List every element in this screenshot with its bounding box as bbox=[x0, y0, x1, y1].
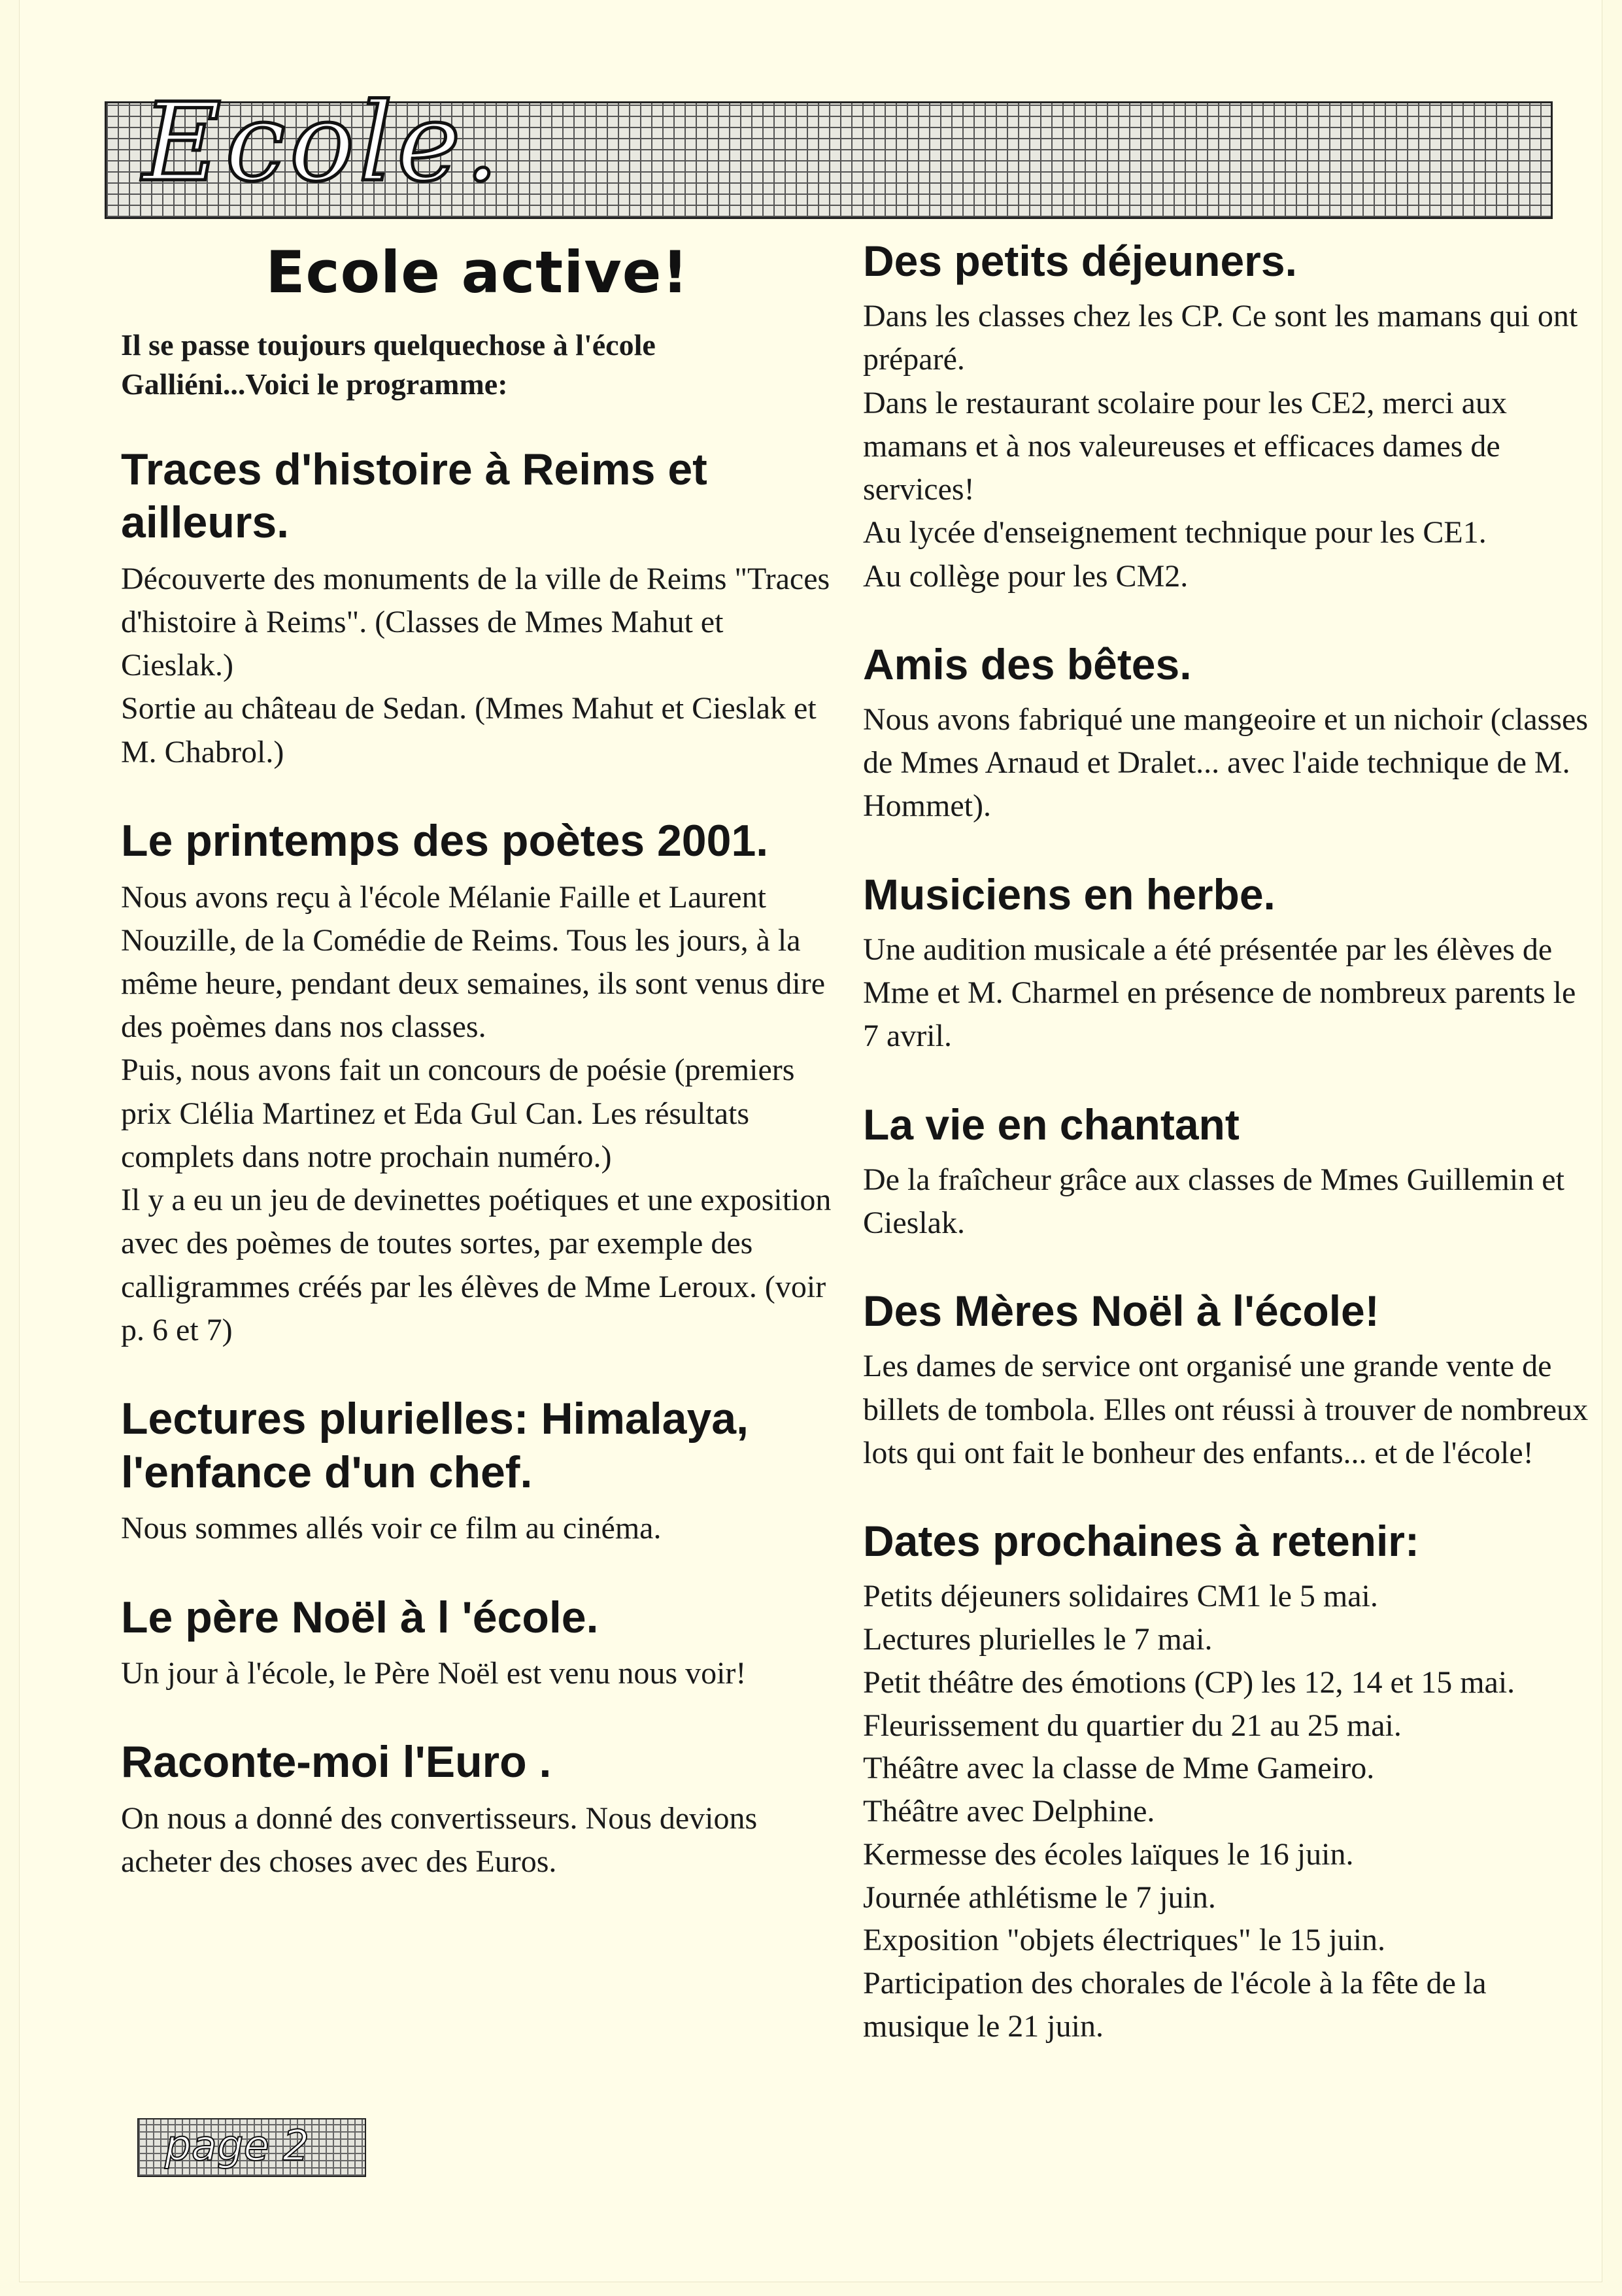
article-paragraph: De la fraîcheur grâce aux classes de Mmes Guillemin et Cieslak. bbox=[863, 1162, 1564, 1241]
page-number-label: page 2 bbox=[165, 2122, 309, 2170]
article-petits-dejeuners bbox=[863, 235, 1589, 598]
main-title: Ecole active! bbox=[265, 239, 689, 306]
article-heading: Des petits déjeuners. bbox=[863, 237, 1297, 285]
article-heading: Le père Noël à l 'école. bbox=[121, 1592, 599, 1642]
dates-list bbox=[863, 1515, 1589, 2048]
intro-text: Il se passe toujours quelquechose à l'école Galliéni...Voici le programme: bbox=[121, 328, 656, 401]
date-item: Théâtre avec la classe de Mme Gameiro. bbox=[863, 1751, 1375, 1786]
article-paragraph: Dans le restaurant scolaire pour les CE2, merci aux mamans et à nos valeureuses et efficaces dames de services! bbox=[863, 385, 1507, 507]
article-heading: La vie en chantant bbox=[863, 1100, 1240, 1149]
right-column bbox=[863, 235, 1589, 2089]
article-heading: Des Mères Noël à l'école! bbox=[863, 1287, 1379, 1336]
left-column bbox=[121, 235, 834, 1924]
article-paragraph: Il y a eu un jeu de devinettes poétiques et une exposition avec des poèmes de toutes sortes, par exemple des calligrammes créés par les élèves de Mme Leroux. (voir p. 6 et 7) bbox=[121, 1183, 832, 1347]
article-paragraph: Sortie au château de Sedan. (Mmes Mahut et Cieslak et M. Chabrol.) bbox=[121, 691, 817, 769]
article-heading: Musiciens en herbe. bbox=[863, 869, 1276, 919]
dates-heading: Dates prochaines à retenir: bbox=[863, 1517, 1419, 1566]
article-amis-betes bbox=[863, 639, 1589, 828]
article-paragraph: Nous avons fabriqué une mangeoire et un nichoir (classes de Mmes Arnaud et Dralet... avec l'aide technique de M. Hommet). bbox=[863, 702, 1588, 824]
article-paragraph: Dans les classes chez les CP. Ce sont les mamans qui ont préparé. bbox=[863, 299, 1578, 377]
date-item: Petits déjeuners solidaires CM1 le 5 mai. bbox=[863, 1579, 1378, 1614]
banner-title: Ecole. bbox=[143, 80, 503, 205]
article-paragraph: Puis, nous avons fait un concours de poésie (premiers prix Clélia Martinez et Eda Gul Can. Les résultats complets dans notre prochain numéro.) bbox=[121, 1053, 795, 1174]
date-item: Théâtre avec Delphine. bbox=[863, 1794, 1155, 1829]
article-heading: Traces d'histoire à Reims et ailleurs. bbox=[121, 444, 707, 548]
date-item: Lectures plurielles le 7 mai. bbox=[863, 1622, 1213, 1657]
article-paragraph: Les dames de service ont organisé une grande vente de billets de tombola. Elles ont réussi à trouver de nombreux lots qui ont fait le bonheur des enfants... et de l'école! bbox=[863, 1349, 1589, 1470]
article-paragraph: Un jour à l'école, le Père Noël est venu nous voir! bbox=[121, 1656, 747, 1691]
date-item: Fleurissement du quartier du 21 au 25 mai. bbox=[863, 1708, 1402, 1743]
article-vie-chantant bbox=[863, 1099, 1589, 1245]
date-item: Kermesse des écoles laïques le 16 juin. bbox=[863, 1836, 1354, 1872]
date-item: Petit théâtre des émotions (CP) les 12, 14 et 15 mai. bbox=[863, 1664, 1515, 1700]
article-heading: Raconte-moi l'Euro . bbox=[121, 1737, 552, 1787]
article-heading: Le printemps des poètes 2001. bbox=[121, 815, 769, 866]
article-meres-noel bbox=[863, 1285, 1589, 1475]
article-paragraph: Découverte des monuments de la ville de Reims "Traces d'histoire à Reims". (Classes de Mmes Mahut et Cieslak.) bbox=[121, 561, 830, 683]
article-traces-histoire bbox=[121, 443, 834, 774]
date-item: Exposition "objets électriques" le 15 juin. bbox=[863, 1923, 1386, 1958]
article-paragraph: Nous sommes allés voir ce film au cinéma. bbox=[121, 1511, 662, 1546]
article-paragraph: Au collège pour les CM2. bbox=[863, 558, 1189, 594]
date-item: Journée athlétisme le 7 juin. bbox=[863, 1880, 1216, 1915]
article-paragraph: On nous a donné des convertisseurs. Nous devions acheter des choses avec des Euros. bbox=[121, 1800, 758, 1880]
page-number-badge bbox=[137, 2118, 366, 2177]
date-item: Participation des chorales de l'école à la fête de la musique le 21 juin. bbox=[863, 1966, 1487, 2044]
article-paragraph: Au lycée d'enseignement technique pour les CE1. bbox=[863, 515, 1487, 550]
article-lectures-plurielles bbox=[121, 1393, 834, 1550]
article-paragraph: Une audition musicale a été présentée par les élèves de Mme et M. Charmel en présence de nombreux parents le 7 avril. bbox=[863, 932, 1576, 1054]
section-banner bbox=[105, 80, 1553, 219]
article-musiciens bbox=[863, 869, 1589, 1058]
article-raconte-euro bbox=[121, 1736, 834, 1883]
article-heading: Amis des bêtes. bbox=[863, 639, 1192, 688]
article-printemps-poetes bbox=[121, 815, 834, 1352]
article-pere-noel bbox=[121, 1591, 834, 1696]
article-paragraph: Nous avons reçu à l'école Mélanie Faille et Laurent Nouzille, de la Comédie de Reims. Tous les jours, à la même heure, pendant deux semaines, ils sont venus dire des poèmes dans nos classes. bbox=[121, 879, 826, 1045]
article-heading: Lectures plurielles: Himalaya, l'enfance d'un chef. bbox=[121, 1394, 749, 1497]
